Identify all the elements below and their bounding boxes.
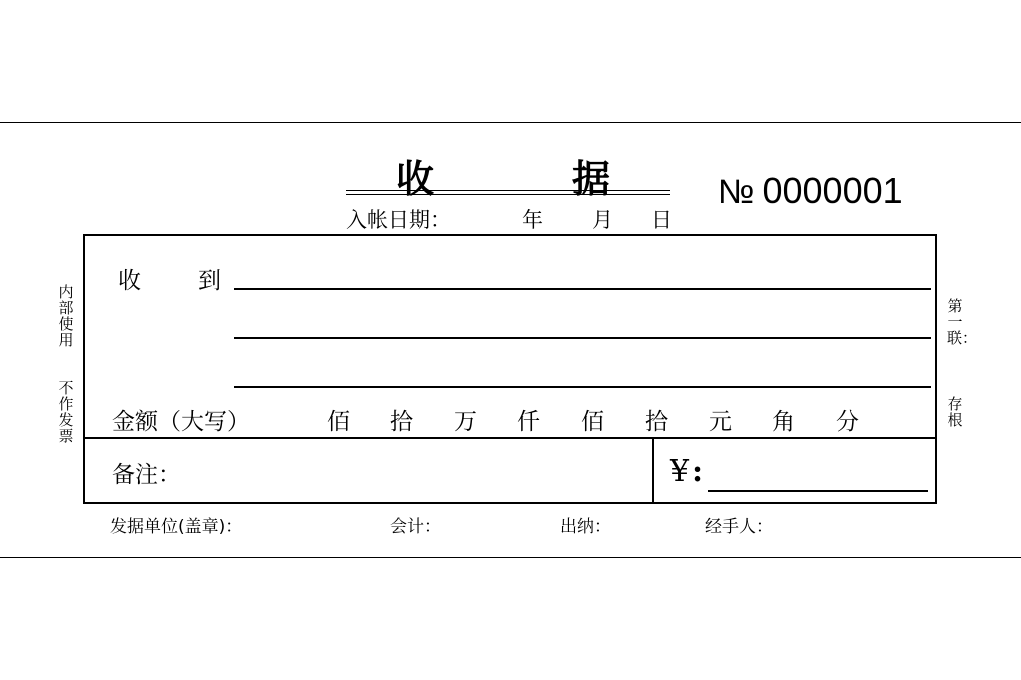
unit-ten: 拾 [645, 409, 668, 435]
footer-issuer: 发据单位(盖章)： [110, 517, 243, 537]
received-line-1[interactable] [234, 288, 931, 290]
unit-thousand: 仟 [517, 409, 540, 435]
side-note-stub: 存根 [947, 395, 963, 429]
yen-amount-line[interactable] [708, 490, 928, 492]
unit-yuan: 元 [709, 409, 732, 435]
side-note-internal-use: 内部使用 [58, 283, 74, 349]
received-line-3[interactable] [234, 386, 931, 388]
unit-ten-thousand: 万 [454, 409, 477, 435]
remark-divider [652, 437, 654, 504]
yen-colon: : [692, 454, 704, 489]
serial-digits: 0000001 [762, 170, 903, 211]
received-line-2[interactable] [234, 337, 931, 339]
title-underline-bottom [346, 194, 670, 195]
unit-ten-thousand-ten: 拾 [390, 409, 413, 435]
title-char-left: 收 [396, 157, 435, 201]
footer-handler: 经手人： [705, 517, 773, 537]
unit-hundred-thousand: 佰 [327, 409, 350, 435]
title-char-right: 据 [572, 157, 611, 201]
amount-label: 金额（大写） [112, 409, 250, 435]
title-underline-top [346, 190, 670, 191]
number-sign: № [718, 173, 755, 211]
unit-jiao: 角 [772, 409, 795, 435]
side-note-copy-number: 第一联： [947, 297, 978, 347]
day-label: 日 [651, 208, 672, 232]
yen-symbol: ¥ [670, 454, 690, 489]
serial-number [718, 170, 903, 212]
row-divider [83, 437, 937, 439]
footer-accountant: 会计： [390, 517, 441, 537]
unit-hundred: 佰 [581, 409, 604, 435]
footer-cashier: 出纳： [560, 517, 611, 537]
received-label-a: 收 [118, 268, 141, 294]
remark-label: 备注： [112, 462, 181, 488]
month-label: 月 [592, 208, 613, 232]
year-label: 年 [522, 208, 543, 232]
received-label-b: 到 [198, 268, 221, 294]
unit-fen: 分 [836, 409, 859, 435]
entry-date-label: 入帐日期： [346, 208, 451, 232]
side-note-not-invoice: 不作发票 [58, 379, 74, 445]
